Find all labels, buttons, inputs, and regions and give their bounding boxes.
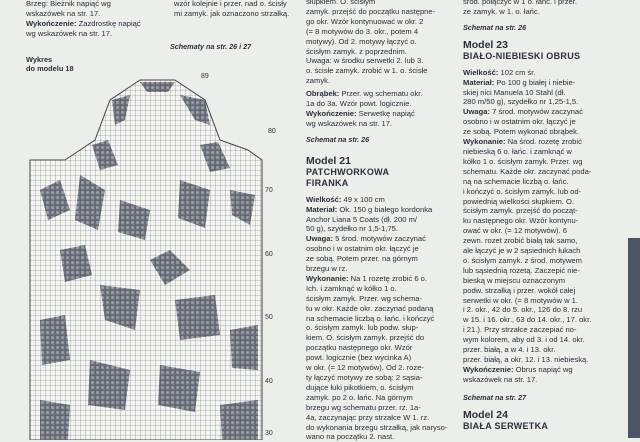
model-21-line: zamyk. po 2 o. łańc. Na górnym — [306, 392, 413, 402]
model-21-line: o. ścisłym zamyk. lub podw. słup- — [306, 323, 419, 333]
model-23-line: ale łączyć je w 2 sąsiednich łukach — [463, 246, 581, 256]
model-23-body — [463, 68, 613, 385]
model-23-line: ku następnego okr. Wzór kontynu- — [463, 216, 579, 226]
model-23-line: osobno i w ostatnim okr. łączyć je — [463, 117, 576, 127]
model-21-line: ty łączyć motywy ze sobą: 2 sąsia- — [306, 373, 423, 382]
model-21-line: 50 g), szydełko nr 1,5-1,75. — [306, 224, 399, 234]
mid-top-line-2: mi zamyk. jak oznaczono strzałką. — [174, 8, 290, 18]
tick-80: 80 — [268, 128, 276, 135]
filet-chart — [0, 0, 290, 440]
model-23-line: 280 m/50 g), szydełko nr 1,25-1,5. — [463, 97, 579, 107]
column-3 — [463, 0, 613, 432]
col2-obrabek — [306, 89, 451, 129]
model-23-line: podw. strzałką i przer. wokół całej — [463, 285, 576, 295]
model-23-line: wskazówek na str. 17. — [463, 374, 538, 384]
col3-ref-1: Schemat na str. 26 — [463, 22, 527, 32]
model-23-line: przer. białą, a w 4. i 13. okr. — [463, 345, 556, 355]
model-21-line: kiem. O. ścisłym zamyk. przejść do — [306, 333, 425, 343]
model-23-line: i 21.). Przy strzałce zaczepiać no- — [463, 325, 577, 335]
model-24-heading: Model 24 — [463, 408, 508, 421]
col2-obr-line: Obrąbek: Przer. wg schematu okr. — [306, 89, 423, 99]
tick-89: 89 — [201, 73, 209, 80]
chart-title-line-1: Wykres — [26, 55, 53, 64]
model-21-line: ze sobą. Potem przer. na górnym — [306, 254, 418, 264]
model-24-title: BIAŁA SERWETKA — [463, 420, 549, 431]
model-21-line: Wykonanie: Na 1 rozetę zrobić 6 o. — [306, 273, 427, 283]
model-21-line: tu w okr. Każde okr. zaczynać podaną — [306, 303, 434, 313]
model-23-line: ścisłym zamyk. przejść do począt- — [463, 206, 578, 216]
model-21-line: Wielkość: 49 x 100 cm — [306, 194, 385, 204]
tick-50: 50 — [265, 314, 273, 321]
model-21-line: brzegu wg schematu przer. rz. 1a- — [306, 402, 421, 412]
model-23-line: Materiał: Po 100 g białej i niebie- — [463, 77, 576, 87]
model-21-line: do wykonania brzegu strzałką, jak naryso- — [306, 422, 448, 432]
left-line-3: Wykończenie: Zazdrostkę napiąć — [26, 18, 141, 28]
col2-obr-line: Wykończenie: Serwetkę napiąć — [306, 108, 415, 118]
model-23-line: i kończyć o. ścisłym zamyk. lub od- — [463, 186, 582, 196]
model-21-line: 4a, zaczynając przy strzałce W 1. rz. — [306, 412, 430, 422]
col2-obr-line: wg wskazówek na str. 17. — [306, 118, 393, 128]
column-2 — [306, 0, 451, 442]
model-21-line: powt. logicznie (bez wycinka A) — [306, 353, 412, 363]
tick-40: 40 — [265, 378, 273, 385]
col2-top-line: o. ścisłe zamyk. zrobić w 1. o. ścisłe — [306, 66, 428, 76]
model-21-line: na schemacie liczbą o. łańc. i kończyć — [306, 313, 435, 323]
col2-obr-line: 1a do 3a. Wzór powt. logicznie. — [306, 99, 412, 109]
model-21-title-2: FIRANKA — [306, 177, 349, 188]
col3-ref-2: Schemat na str. 27 — [463, 392, 527, 402]
col2-top-line: ścisłym zamyk. z poprzednim. — [306, 46, 407, 56]
model-21-heading: Model 21 — [306, 154, 351, 167]
model-21-line: w okr. (= 12 motywów). Od 2. roze- — [306, 363, 424, 373]
model-21-line: brzegu w rz. — [306, 264, 348, 274]
col2-ref: Schemat na str. 26 — [306, 134, 370, 144]
page-edge-tab — [628, 238, 640, 438]
model-21-line: Ich. i zamknąć w kółko 1 o. — [306, 283, 397, 293]
model-23-heading: Model 23 — [463, 38, 508, 51]
col2-top-line: go okr. Wzór kontynuować w okr. 2 — [306, 16, 424, 26]
model-23-line: lub sąsiednią rozetą. Zaczepić nie- — [463, 265, 580, 275]
model-23-line: zewn. rozet zrobić białą tak samo, — [463, 236, 578, 246]
left-line-4: wg wskazówek na str. 17. — [26, 28, 113, 38]
model-23-line: kółko 1 o. ścisłym zamyk. Przer. wg — [463, 156, 583, 166]
model-23-line: w 15. i 16. okr., 63 do 14. okr., 17. okr. — [463, 315, 592, 325]
left-ref: Schematy na str. 26 i 27 — [170, 42, 252, 51]
chart-title-line-2: do modelu 18 — [26, 64, 74, 73]
tick-60: 60 — [265, 251, 273, 258]
col3-top-line: środ. połączyć w 1 o. łańc. i przer. — [463, 0, 577, 6]
col2-top-line: zamyk. — [306, 76, 331, 86]
model-21-body — [306, 195, 451, 442]
model-23-line: ze sobą. Potem wykonać obrąbek. — [463, 127, 580, 137]
col2-top-line: zamyk. przejść do początku następne- — [306, 6, 436, 16]
model-23-line: Wielkość: 102 cm śr. — [463, 67, 536, 77]
model-23-line: serwetki w okr. (= 8 motywów w 1. — [463, 295, 578, 305]
model-23-line: Uwaga: 7 środ. motywów zaczynać — [463, 107, 583, 117]
model-23-line: powiednią wielkości słupkiem. O. — [463, 196, 574, 206]
model-23-line: przer. białą, a okr. 12. i 13. niebieską. — [463, 355, 589, 364]
tick-70: 70 — [265, 187, 273, 194]
model-23-line: bieską w miejscu oznaczonym — [463, 275, 566, 285]
model-23-line: ować w okr. (= 12 motywów). 6 — [463, 226, 568, 236]
model-21-line: Anchor Liana 5 Coats (dł. 200 m/ — [306, 214, 418, 224]
model-21-line: ścisłym zamyk. Przer. wg schema- — [306, 293, 423, 303]
model-21-title-1: PATCHWORKOWA — [306, 166, 390, 177]
model-21-line: początku następnego okr. Wzór — [306, 343, 413, 353]
left-line-2: wskazówek na str. 17. — [26, 8, 101, 18]
model-23-line: skiej nici Manuela 10 Stahl (dł. — [463, 87, 566, 97]
col2-top-line: (= 8 motywów do 3. okr., potem 4 — [306, 26, 419, 36]
model-23-line: schematu. Każde okr. zaczynać poda- — [463, 166, 592, 176]
model-21-line: wano na początku 2. nast. — [306, 432, 395, 442]
model-21-line: Uwaga: 5 środ. motywów zaczynać — [306, 234, 426, 244]
col2-top-line: motywy). Od 2. motywy łączyć o. — [306, 36, 417, 46]
model-23-line: o. ścisłym zamyk. z środ. motywem — [463, 255, 582, 265]
tick-30: 30 — [265, 430, 273, 437]
col2-top — [306, 0, 451, 86]
col3-top-line: ze zamyk. w 1. o. łańc. — [463, 6, 540, 16]
left-line-1: Brzeg: Bieżnik napiąć wg — [26, 0, 111, 8]
model-23-line: wym kolorem, aby od 3. i od 14. okr. — [463, 335, 585, 345]
col2-top-line: Uwaga: w środku serwetki 2. lub 3. — [306, 56, 424, 66]
model-23-line: niebieską 6 o. łańc. i zamknąć w — [463, 146, 572, 156]
mid-top-line-1: wzór kolejnie i przer. nad o. ścisły — [174, 0, 287, 8]
model-23-line: ną na schemacie liczbą o. łańc. — [463, 176, 569, 186]
col2-top-line: słupkiem. O. ścisłym — [306, 0, 376, 6]
model-23-title: BIAŁO-NIEBIESKI OBRUS — [463, 50, 581, 61]
model-21-line: osobno i w ostatnim okr. łączyć je — [306, 244, 419, 254]
model-23-line: i 2. okr., 42 do 5. okr., 126 do 8. rzu — [463, 305, 583, 315]
model-21-line: Materiał: Ok. 150 g białego kordonka — [306, 204, 433, 214]
model-23-line: Wykonanie: Na środ. rozetę zrobić — [463, 137, 582, 147]
model-21-line: dujące łuki pikotkiem, o. ścisłym — [306, 382, 414, 392]
model-23-line: Wykończenie: Obrus napiąć wg — [463, 364, 573, 374]
